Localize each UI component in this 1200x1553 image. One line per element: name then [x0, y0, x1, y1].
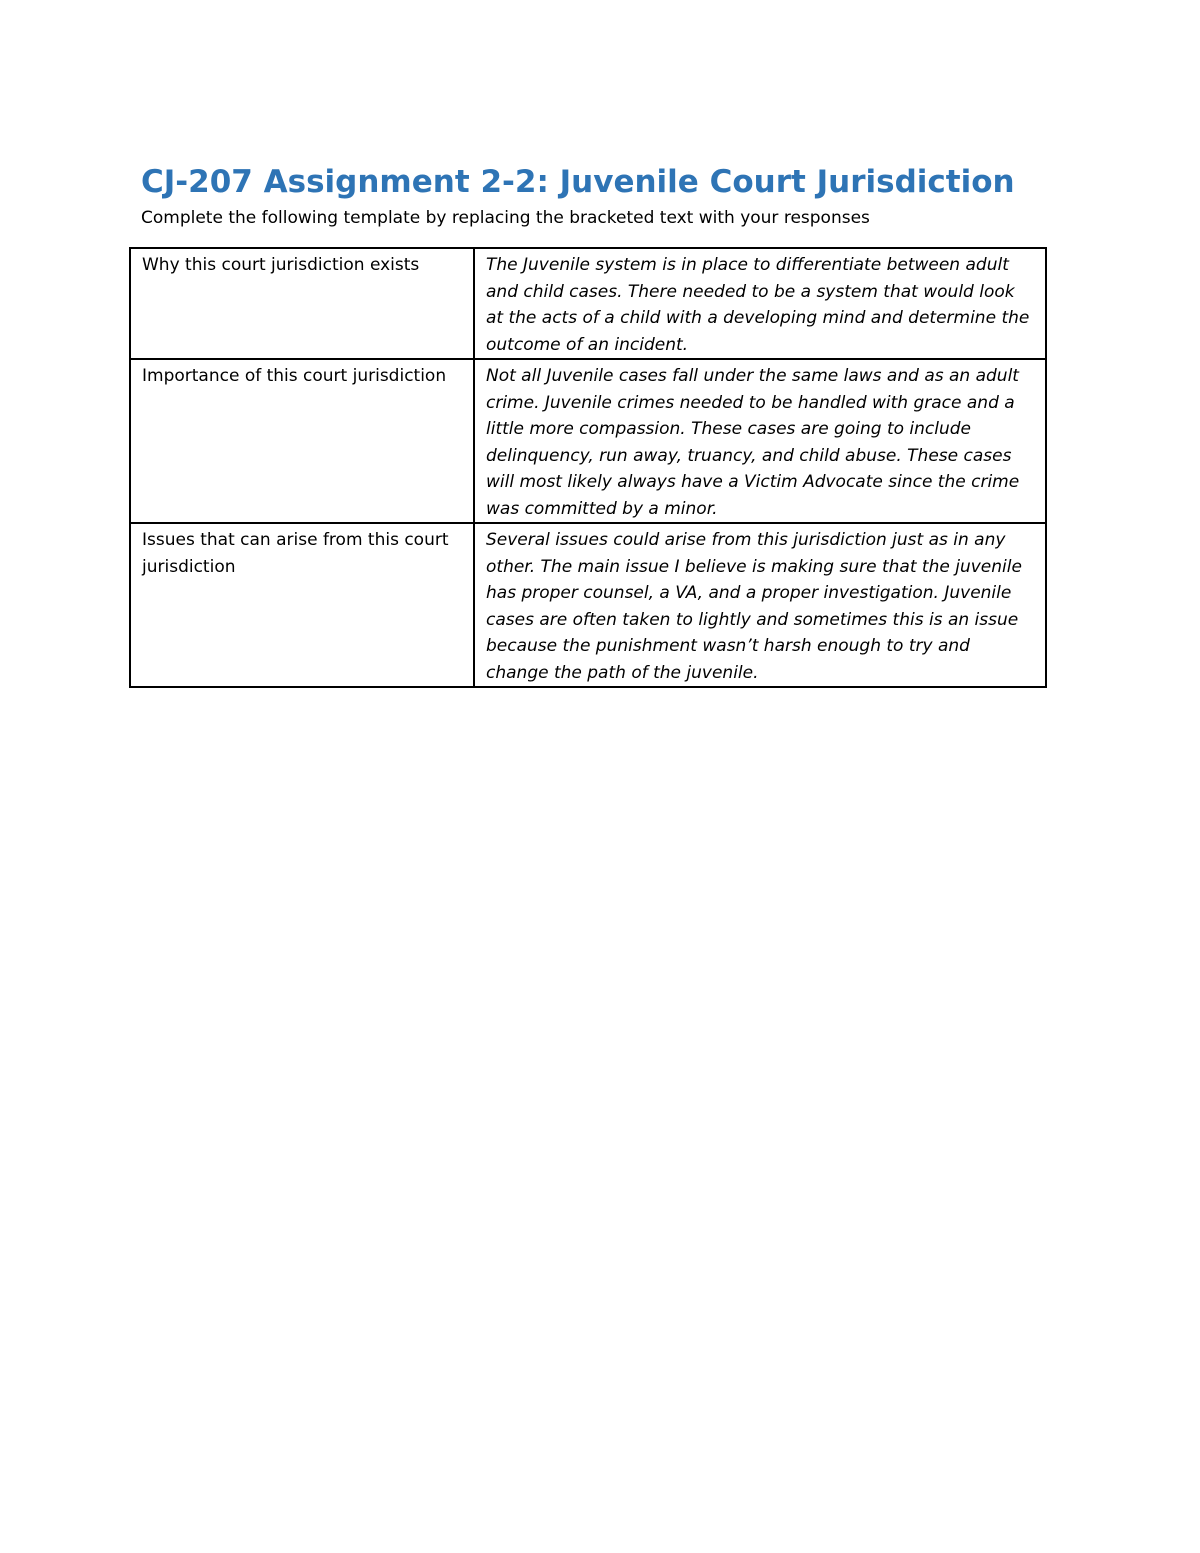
row-label-cell: Importance of this court jurisdiction	[130, 359, 474, 523]
assignment-template-table	[129, 247, 1047, 688]
table-row	[130, 523, 1046, 687]
table-row	[130, 359, 1046, 523]
document-instructions: Complete the following template by replacing the bracketed text with your responses	[141, 208, 870, 228]
response-cell: The Juvenile system is in place to differentiate between adult and child cases. There needed to be a system that would look at the acts of a child with a developing mind and determine the outcome of an incident.	[474, 248, 1046, 359]
document-title: CJ-207 Assignment 2-2: Juvenile Court Jurisdiction	[141, 164, 1015, 200]
row-label-cell: Issues that can arise from this court jurisdiction	[130, 523, 474, 687]
response-cell: Not all Juvenile cases fall under the same laws and as an adult crime. Juvenile crimes needed to be handled with grace and a little more compassion. These cases are going to include delinquency, run away, truancy, and child abuse. These cases will most likely always have a Victim Advocate since the crime was committed by a minor.	[474, 359, 1046, 523]
table-row	[130, 248, 1046, 359]
row-label-cell: Why this court jurisdiction exists	[130, 248, 474, 359]
response-cell: Several issues could arise from this jurisdiction just as in any other. The main issue I believe is making sure that the juvenile has proper counsel, a VA, and a proper investigation. Juvenile cases are often taken to lightly and sometimes this is an issue because the punishment wasn’t harsh enough to try and change the path of the juvenile.	[474, 523, 1046, 687]
